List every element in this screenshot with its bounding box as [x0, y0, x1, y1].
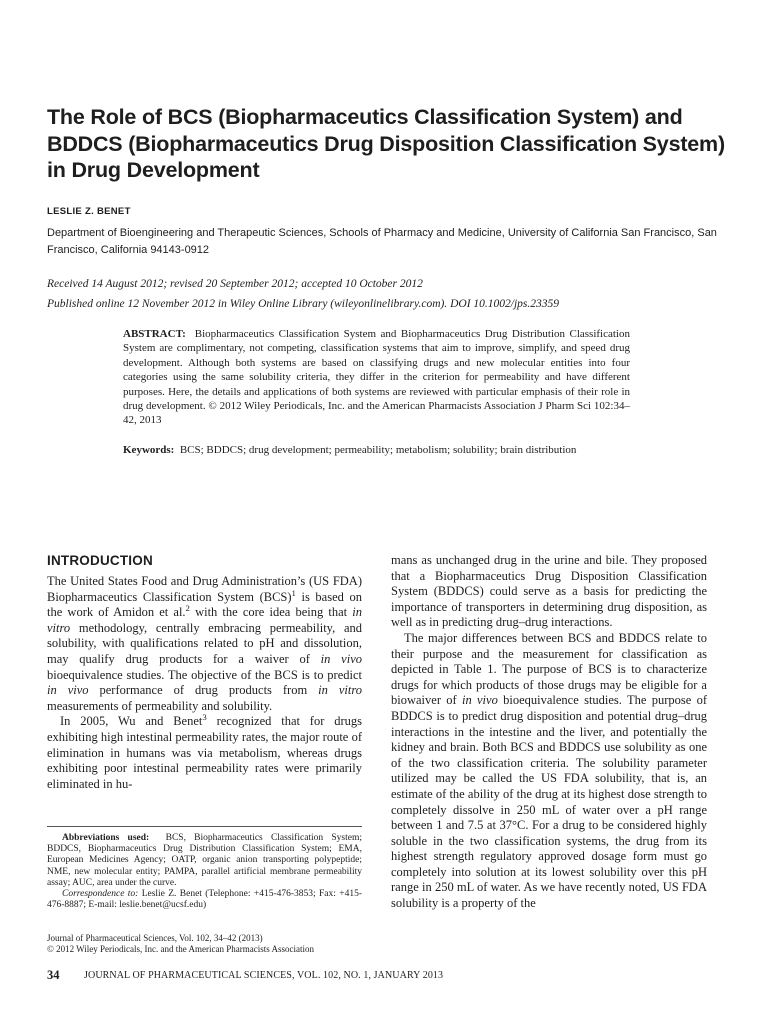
- left-column: [47, 553, 362, 792]
- paragraph: mans as unchanged drug in the urine and bile. They proposed that a Biopharmaceutics Drug Disposition Classification System (BDDCS) could serve as a basis for predicting the importance of transporters in determining drug disposition, as well as in predicting drug–drug interactions.: [391, 553, 707, 630]
- footnote-divider: [47, 826, 362, 827]
- page-number: 34: [47, 968, 60, 982]
- abstract: [123, 327, 630, 428]
- received-line: Received 14 August 2012; revised 20 September 2012; accepted 10 October 2012: [47, 278, 423, 290]
- paragraph: The United States Food and Drug Administration’s (US FDA) Biopharmaceutics Classification System (BCS)$^1$ is based on the work of Amidon et al.$^2$ with the core idea being that in vitro methodology, centrally embracing permeability, and solubility, with qualifications related to pH and dissolution, may qualify drug products for a waiver of in vivo bioequivalence studies. The objective of the BCS is to predict in vivo performance of drug products from in vitro measurements of permeability and solubility.: [47, 574, 362, 713]
- abstract-text: Biopharmaceutics Classification System and Biopharmaceutics Drug Distribution Classification System are complimentary, not competing, classification systems that aim to improve, simplify, and speed drug development. Although both systems are based on classifying drugs and new molecular entities into four categories using the same solubility criteria, they differ in the criterion for permeability and have different purposes. Here, the details and applications of both systems are reviewed with particular emphasis of their role in drug development. © 2012 Wiley Periodicals, Inc. and the American Pharmacists Association J Pharm Sci 102:34–42, 2013: [123, 328, 630, 427]
- right-column: [391, 553, 707, 912]
- keywords-text: BCS; BDDCS; drug development; permeability; metabolism; solubility; brain distribution: [179, 444, 577, 456]
- author-name: LESLIE Z. BENET: [47, 206, 131, 217]
- paragraph: In 2005, Wu and Benet$^3$ recognized that for drugs exhibiting high intestinal permeability rates, the major route of elimination in humans was via metabolism, whereas drugs exhibiting poor intestinal permeability rates were primarily eliminated in hu-: [47, 712, 362, 791]
- abbreviations-note: Abbreviations used: BCS, Biopharmaceutics Classification System; BDDCS, Biopharmaceutics Drug Distribution Classification System; EMA, European Medicines Agency; OATP, organic anion transporting polypeptide; NME, new molecular entity; PAMPA, parallel artificial membrane permeability assay; AUC, area under the curve.: [47, 833, 363, 888]
- section-heading: INTRODUCTION: [47, 553, 153, 568]
- published-line: Published online 12 November 2012 in Wiley Online Library (wileyonlinelibrary.com). DOI 10.1002/jps.23359: [47, 298, 560, 310]
- journal-citation: Journal of Pharmaceutical Sciences, Vol. 102, 34–42 (2013): [47, 933, 263, 943]
- running-footer: JOURNAL OF PHARMACEUTICAL SCIENCES, VOL. 102, NO. 1, JANUARY 2013: [84, 970, 444, 981]
- copyright-line: © 2012 Wiley Periodicals, Inc. and the American Pharmacists Association: [47, 944, 315, 954]
- article-dates: [47, 274, 737, 314]
- keywords-label: Keywords:: [123, 444, 175, 456]
- article-title: The Role of BCS (Biopharmaceutics Classification System) and BDDCS (Biopharmaceutics Drug Disposition Classification System) in Drug Development: [47, 105, 725, 182]
- paragraph: The major differences between BCS and BDDCS relate to their purpose and the measurement for classification as depicted in Table 1. The purpose of BCS is to characterize drugs for which products of those drugs may be eligible for a biowaiver of in vivo bioequivalence studies. The purpose of BDDCS is to predict drug disposition and potential drug–drug interactions in the intestine and the liver, and potentially the kidney and brain. Both BCS and BDDCS use solubility as one of the two classification criteria. The solubility parameter utilized may be called the US FDA solubility, that is, an estimate of the ability of the drug at its highest dose strength to completely dissolve in 250 mL of water over a pH range between 1 and 7.5 at 37°C. For a drug to be considered highly soluble in the two classification systems, the drug from its highest strength regulatory approved dosage form must go completely into solution at its lowest solubility over this pH range in 250 mL of water. As we have recently noted, US FDA solubility is a property of the: [391, 630, 707, 911]
- footnotes: [47, 833, 362, 911]
- right-column-body: [391, 553, 707, 912]
- author-affiliation: Department of Bioengineering and Therapeutic Sciences, Schools of Pharmacy and Medicine, University of California San Francisco, San Francisco, California 94143-0912: [47, 227, 717, 256]
- abstract-label: ABSTRACT:: [123, 328, 186, 340]
- journal-info: [47, 933, 367, 955]
- left-column-body: [47, 574, 362, 792]
- keywords: [123, 443, 630, 457]
- correspondence-note: Correspondence to: Leslie Z. Benet (Telephone: +415-476-3853; Fax: +415-476-8887; E-mail: leslie.benet@ucsf.edu): [47, 889, 363, 911]
